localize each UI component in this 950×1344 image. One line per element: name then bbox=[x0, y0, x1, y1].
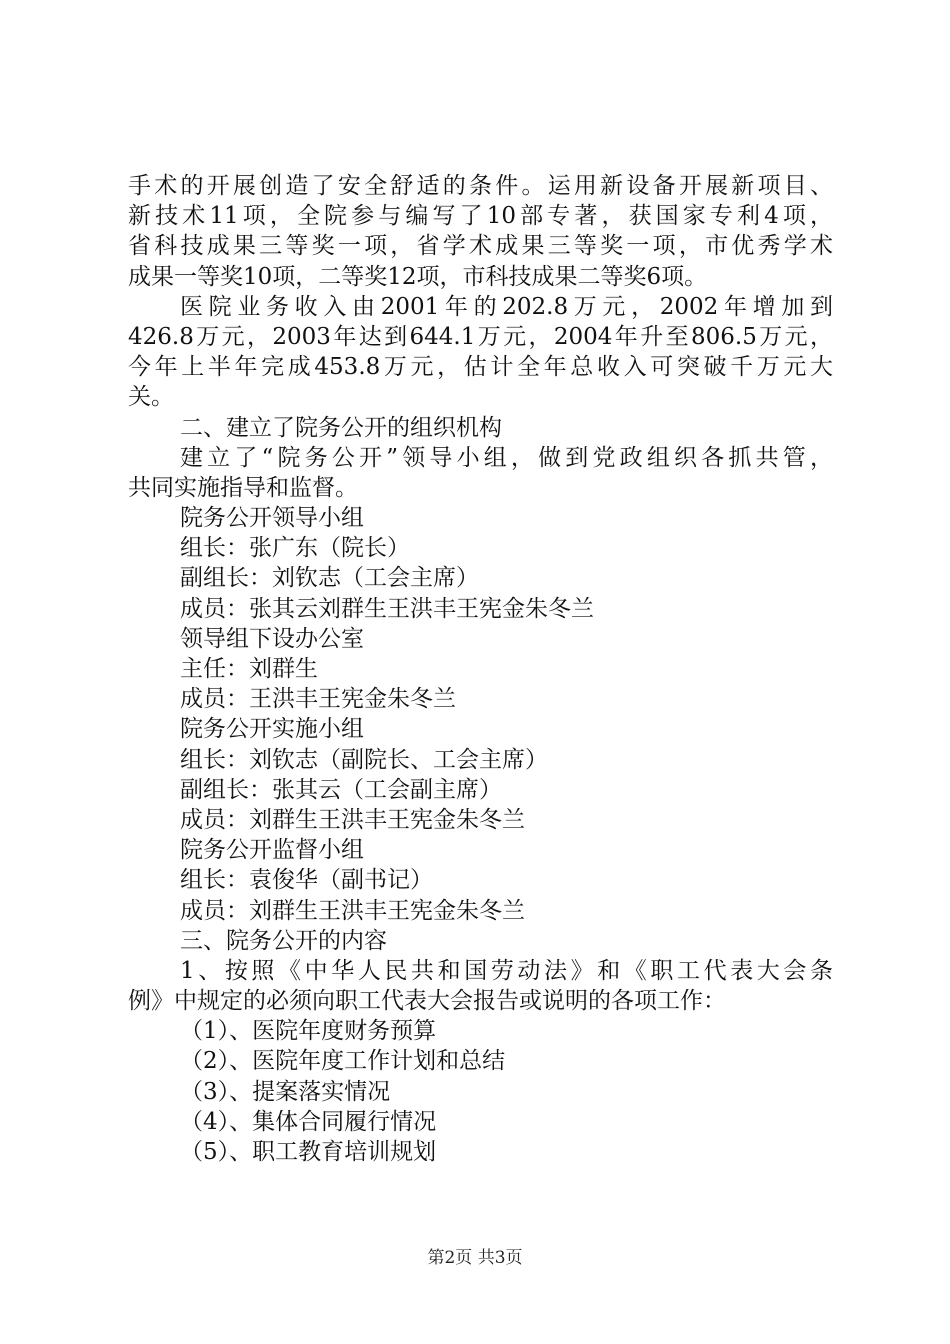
list-item: （5）、职工教育培训规划 bbox=[180, 1139, 437, 1165]
member-line: 主任：刘群生 bbox=[180, 656, 318, 682]
member-line: 副组长：刘钦志（工会主席） bbox=[180, 565, 479, 592]
document-body bbox=[128, 171, 833, 1167]
section-heading: 三、院务公开的内容 bbox=[180, 927, 387, 954]
list-item: （2）、医院年度工作计划和总结 bbox=[180, 1048, 506, 1075]
group-title: 院务公开实施小组 bbox=[180, 716, 364, 743]
member-line: 组长：张广东（院长） bbox=[180, 535, 410, 562]
text-line: 例》中规定的必须向职工代表大会报告或说明的各项工作： bbox=[128, 988, 726, 1015]
text-line: 关。 bbox=[128, 384, 174, 411]
text-line: 手术的开展创造了安全舒适的条件。运用新设备开展新项目、 bbox=[128, 173, 833, 199]
group-title: 院务公开监督小组 bbox=[180, 837, 364, 864]
text-line: 今年上半年完成453.8万元，估计全年总收入可突破千万元大 bbox=[128, 354, 833, 381]
text-line: 医院业务收入由2001年的202.8万元，2002年增加到 bbox=[180, 293, 833, 320]
text-line: 省科技成果三等奖一项，省学术成果三等奖一项，市优秀学术 bbox=[128, 233, 833, 260]
text-line: 426.8万元，2003年达到644.1万元，2004年升至806.5万元， bbox=[128, 323, 833, 350]
member-line: 成员：刘群生王洪丰王宪金朱冬兰 bbox=[180, 897, 525, 924]
list-item: （1）、医院年度财务预算 bbox=[180, 1018, 437, 1045]
page-number: 第2页 共3页 bbox=[427, 1248, 523, 1268]
member-line: 成员：张其云刘群生王洪丰王宪金朱冬兰 bbox=[180, 595, 594, 622]
text-line: 成果一等奖10项，二等奖12项，市科技成果二等奖6项。 bbox=[128, 263, 708, 290]
list-item: （4）、集体合同履行情况 bbox=[180, 1108, 437, 1135]
text-line: 建立了“院务公开”领导小组，做到党政组织各抓共管， bbox=[180, 444, 833, 471]
text-line: 共同实施指导和监督。 bbox=[128, 474, 358, 501]
member-line: 组长：袁俊华（副书记） bbox=[180, 867, 433, 894]
member-line: 成员：刘群生王洪丰王宪金朱冬兰 bbox=[180, 806, 525, 833]
member-line: 副组长：张其云（工会副主席） bbox=[180, 776, 502, 803]
text-line: 新技术11项，全院参与编写了10部专著，获国家专利4项， bbox=[128, 203, 833, 230]
group-title: 领导组下设办公室 bbox=[180, 625, 364, 652]
list-item: （3）、提案落实情况 bbox=[180, 1078, 391, 1105]
group-title: 院务公开领导小组 bbox=[180, 505, 364, 532]
section-heading: 二、建立了院务公开的组织机构 bbox=[180, 414, 502, 441]
member-line: 成员：王洪丰王宪金朱冬兰 bbox=[180, 686, 456, 713]
member-line: 组长：刘钦志（副院长、工会主席） bbox=[180, 746, 548, 773]
text-line: 1、按照《中华人民共和国劳动法》和《职工代表大会条 bbox=[180, 957, 833, 984]
